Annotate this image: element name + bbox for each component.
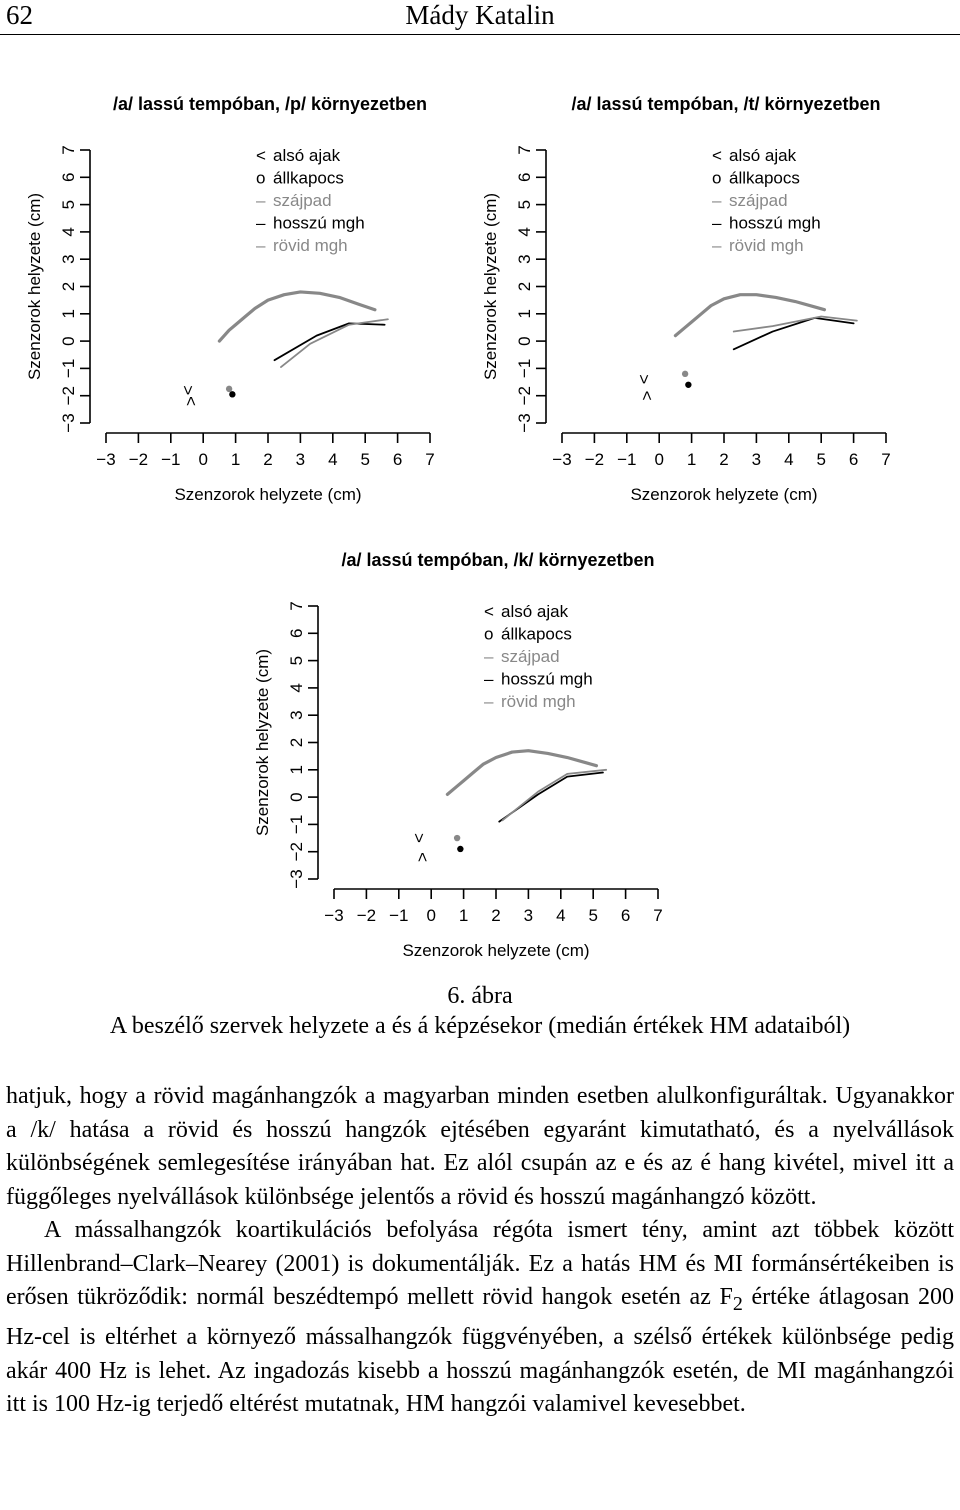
legend-marker-also-ajak: <	[712, 146, 722, 165]
legend-label-hosszu-mgh: hosszú mgh	[501, 669, 593, 689]
y-tick-label: 1	[287, 765, 306, 775]
figure-number: 6. ábra	[447, 983, 513, 1009]
point-also-ajak-1: <	[634, 374, 654, 385]
x-tick-label: −2	[356, 906, 377, 925]
point-allkapocs-1	[226, 386, 232, 392]
y-tick-label: 5	[59, 199, 78, 210]
y-tick-label: 2	[515, 281, 534, 292]
x-tick-label: 6	[848, 450, 859, 469]
x-tick-label: −1	[161, 450, 181, 469]
legend-marker-also-ajak: <	[484, 602, 494, 621]
x-tick-label: 0	[654, 450, 664, 469]
series-szajpad	[219, 292, 375, 341]
paragraph-1: hatjuk, hogy a rövid magánhangzók a magyarban minden esetben alulkonfiguráltak. Ugyanakkor a /k/ hatása a rövid és hosszú hangzók ejtésében egyaránt kimutatható, és a nyelvállások különbségének semlegesítése irányában hat. Ez alól csupán az e és az é hang kivétel, mivel itt a függőleges nyelvállások különbsége jelentős a rövid és hosszú magánhangzó között.	[6, 1083, 954, 1210]
y-tick-label: 0	[287, 792, 306, 802]
paragraph-2-part-a: A mássalhangzók koartikulációs befolyása régóta ismert tény, amint azt többek között Hillenbrand–Clark–Nearey (2001) is dokumentálják. Ez a hatás HM és MI formánsértékeiben is erősen tükröződik: normál beszédtempó mellett rövid hangok esetén az F	[6, 1217, 954, 1310]
legend	[712, 146, 821, 255]
chart-k-environment	[228, 536, 688, 976]
y-tick-label: 7	[287, 601, 306, 611]
legend-label-rovid-mgh: rövid mgh	[501, 692, 576, 711]
y-tick-label: −1	[287, 814, 306, 835]
paragraph-2-part-b: értéke átlagosan 200 Hz-cel is eltérhet a környező mássalhangzók függvényében, a szélső értékek különbsége pedig akár 400 Hz is lehet. Az ingadozás kisebb a hosszú magánhangzók esetén, de MI magánhangzói itt is 100 Hz-ig terjedő eltérést mutatnak, HM hangzói valamivel kevesebbet.	[6, 1284, 955, 1418]
y-tick-label: 0	[515, 336, 534, 346]
x-tick-label: 4	[556, 906, 566, 925]
series-rovid-mgh	[502, 770, 606, 821]
legend-label-allkapocs: állkapocs	[501, 624, 572, 644]
y-tick-label: 3	[59, 254, 78, 264]
y-tick-label: 4	[515, 227, 534, 237]
legend-marker-hosszu-mgh: –	[712, 213, 722, 233]
legend-marker-also-ajak: <	[256, 146, 266, 165]
y-tick-label: 3	[515, 254, 534, 264]
x-tick-label: −3	[96, 450, 116, 469]
series-hosszu-mgh	[499, 773, 603, 822]
y-tick-label: −2	[59, 386, 78, 406]
legend	[256, 146, 365, 255]
x-tick-label: 6	[392, 450, 403, 469]
legend-label-rovid-mgh: rövid mgh	[273, 236, 348, 255]
point-allkapocs-2	[229, 391, 235, 397]
x-tick-label: 7	[425, 450, 435, 469]
y-axis-label: Szenzorok helyzete (cm)	[25, 192, 44, 381]
legend-marker-szajpad: –	[256, 191, 266, 210]
legend-label-rovid-mgh: rövid mgh	[729, 236, 804, 255]
x-tick-label: 3	[295, 450, 306, 469]
chart-svg	[228, 536, 688, 976]
legend-label-also-ajak: alsó ajak	[273, 146, 341, 165]
x-tick-label: 5	[588, 906, 598, 925]
x-tick-label: 4	[784, 450, 794, 469]
body-text	[6, 1080, 954, 1422]
x-tick-label: 5	[360, 450, 370, 469]
x-tick-label: −3	[324, 906, 344, 925]
y-tick-label: 4	[287, 683, 306, 693]
legend-label-szajpad: szájpad	[501, 647, 560, 666]
y-tick-label: 5	[287, 655, 306, 666]
y-tick-label: 0	[59, 336, 78, 346]
legend-label-hosszu-mgh: hosszú mgh	[273, 213, 365, 233]
legend-marker-szajpad: –	[712, 191, 722, 210]
legend-marker-hosszu-mgh: –	[256, 213, 266, 233]
chart-svg	[456, 80, 916, 520]
x-tick-label: −3	[552, 450, 572, 469]
y-tick-label: 1	[59, 309, 78, 319]
running-title: Mády Katalin	[405, 0, 555, 30]
header-rule	[0, 34, 960, 35]
x-tick-label: 0	[198, 450, 208, 469]
x-tick-label: 2	[719, 450, 729, 469]
x-tick-label: 5	[816, 450, 826, 469]
x-tick-label: 7	[653, 906, 663, 925]
figure-caption: A beszélő szervek helyzete a és á képzésekor (medián értékek HM adataiból)	[109, 1013, 851, 1039]
legend-label-allkapocs: állkapocs	[273, 168, 344, 188]
series-hosszu-mgh	[274, 323, 384, 360]
x-tick-label: 3	[523, 906, 534, 925]
y-tick-label: 6	[59, 172, 78, 183]
x-tick-label: 6	[620, 906, 631, 925]
legend	[484, 602, 593, 711]
point-allkapocs-1	[454, 835, 460, 841]
y-tick-label: 4	[59, 227, 78, 237]
x-tick-label: 0	[426, 906, 436, 925]
chart-p-environment	[0, 80, 460, 520]
page-header	[0, 0, 960, 36]
y-tick-label: 6	[515, 172, 534, 183]
point-also-ajak-1: <	[409, 833, 429, 844]
x-tick-label: 1	[230, 450, 241, 469]
x-tick-label: −2	[128, 450, 149, 469]
y-tick-label: 7	[59, 145, 78, 155]
y-tick-label: −3	[287, 869, 306, 889]
x-tick-label: 1	[686, 450, 697, 469]
legend-label-also-ajak: alsó ajak	[501, 602, 569, 621]
paragraph-2	[6, 1214, 954, 1422]
legend-label-szajpad: szájpad	[729, 191, 788, 210]
point-also-ajak-1: <	[178, 385, 198, 396]
legend-marker-rovid-mgh: –	[712, 236, 722, 255]
x-tick-label: −1	[617, 450, 637, 469]
point-allkapocs-2	[457, 846, 463, 852]
legend-marker-rovid-mgh: –	[484, 692, 494, 711]
chart-title: /a/ lassú tempóban, /p/ környezetben	[112, 94, 428, 114]
x-tick-label: 2	[491, 906, 501, 925]
chart-title: /a/ lassú tempóban, /t/ környezetben	[571, 94, 881, 114]
subscript-2: 2	[732, 1292, 743, 1315]
legend-marker-allkapocs: o	[484, 624, 494, 644]
legend-marker-allkapocs: o	[712, 168, 722, 188]
legend-label-allkapocs: állkapocs	[729, 168, 800, 188]
x-axis-label: Szenzorok helyzete (cm)	[402, 941, 590, 960]
y-tick-label: −1	[59, 358, 78, 379]
y-tick-label: 5	[515, 199, 534, 210]
point-also-ajak-2: >	[412, 852, 432, 863]
y-tick-label: 3	[287, 710, 306, 720]
x-tick-label: 3	[751, 450, 762, 469]
legend-label-hosszu-mgh: hosszú mgh	[729, 213, 821, 233]
y-tick-label: −3	[59, 413, 78, 433]
x-axis-label: Szenzorok helyzete (cm)	[174, 485, 362, 504]
y-axis-label: Szenzorok helyzete (cm)	[253, 648, 272, 837]
y-tick-label: 6	[287, 628, 306, 639]
chart-svg	[0, 80, 460, 520]
legend-marker-hosszu-mgh: –	[484, 669, 494, 689]
y-axis-label: Szenzorok helyzete (cm)	[481, 192, 500, 381]
legend-label-also-ajak: alsó ajak	[729, 146, 797, 165]
x-tick-label: −2	[584, 450, 605, 469]
y-tick-label: 1	[515, 309, 534, 319]
x-axis-label: Szenzorok helyzete (cm)	[630, 485, 818, 504]
y-tick-label: 2	[287, 737, 306, 748]
x-tick-label: 4	[328, 450, 338, 469]
x-tick-label: 2	[263, 450, 273, 469]
point-allkapocs-2	[685, 382, 691, 388]
y-tick-label: 7	[515, 145, 534, 155]
page-number: 62	[6, 0, 33, 30]
y-tick-label: 2	[59, 281, 78, 292]
y-tick-label: −3	[515, 413, 534, 433]
legend-marker-rovid-mgh: –	[256, 236, 266, 255]
chart-title: /a/ lassú tempóban, /k/ környezetben	[341, 550, 655, 570]
legend-marker-allkapocs: o	[256, 168, 266, 188]
x-tick-label: −1	[389, 906, 409, 925]
series-rovid-mgh	[281, 319, 388, 367]
y-tick-label: −2	[515, 386, 534, 406]
point-also-ajak-2: >	[181, 396, 201, 407]
legend-label-szajpad: szájpad	[273, 191, 332, 210]
point-allkapocs-1	[682, 371, 688, 377]
x-tick-label: 7	[881, 450, 891, 469]
chart-t-environment	[456, 80, 916, 520]
x-tick-label: 1	[458, 906, 469, 925]
point-also-ajak-2: >	[637, 390, 657, 401]
y-tick-label: −1	[515, 358, 534, 379]
y-tick-label: −2	[287, 842, 306, 862]
legend-marker-szajpad: –	[484, 647, 494, 666]
